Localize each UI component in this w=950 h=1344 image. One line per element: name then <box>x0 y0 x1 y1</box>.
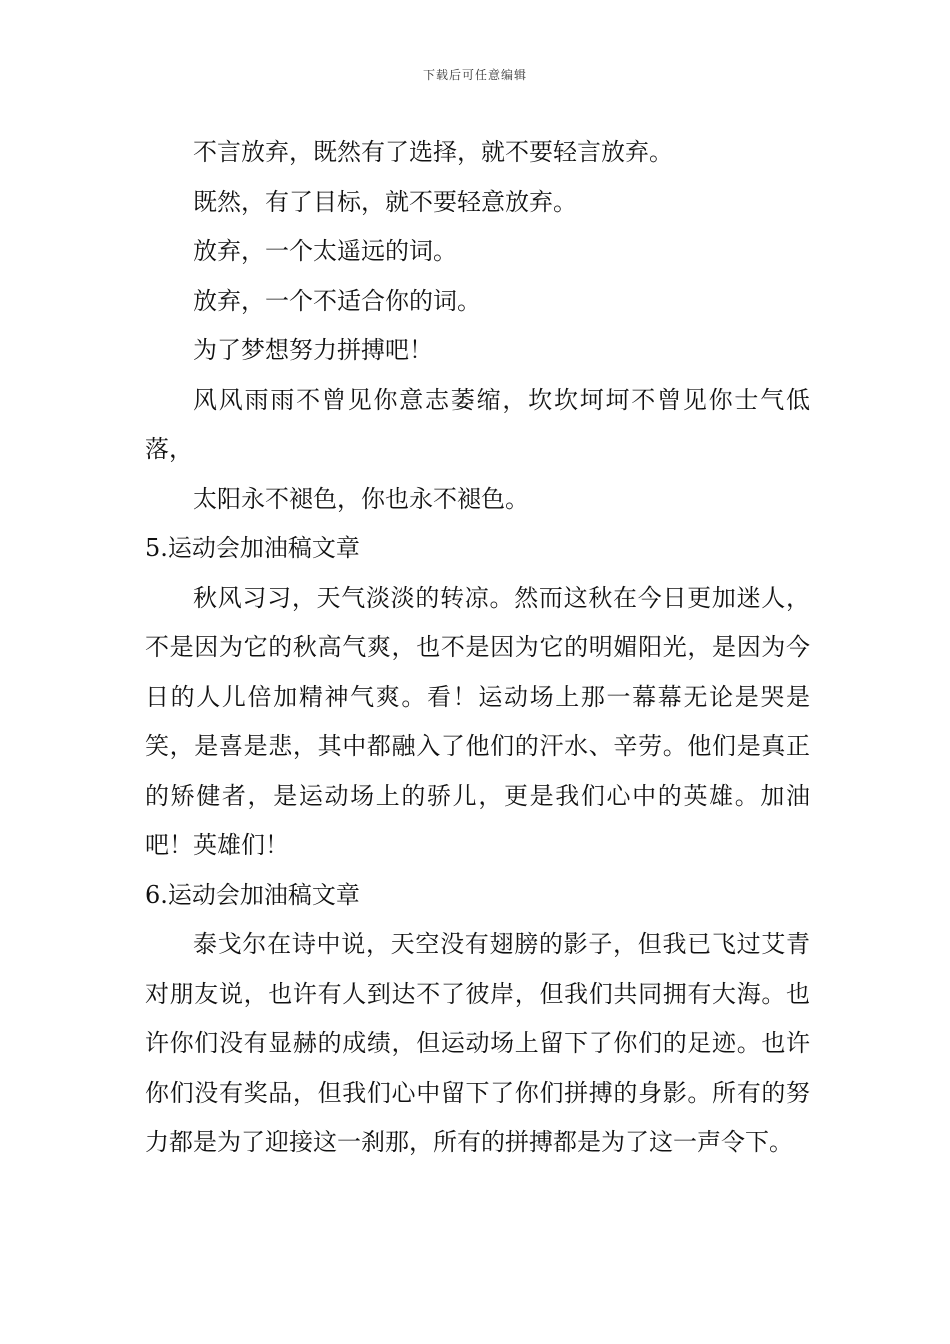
paragraph: 既然，有了目标，就不要轻意放弃。 <box>193 187 577 216</box>
paragraph: 泰戈尔在诗中说，天空没有翅膀的影子，但我已飞过艾青对朋友说，也许有人到达不了彼岸，但我们共同拥有大海。也许你们没有显赫的成绩，但运动场上留下了你们的足迹。也许你们没有奖品，但我们心中留下了你们拼搏的身影。所有的努力都是为了迎接这一刹那，所有的拼搏都是为了这一声令下。 <box>145 930 810 1156</box>
paragraph: 为了梦想努力拼搏吧！ <box>193 336 433 364</box>
paragraph: 秋风习习，天气淡淡的转凉。然而这秋在今日更加迷人，不是因为它的秋高气爽，也不是因为它的明媚阳光，是因为今日的人儿倍加精神气爽。看！运动场上那一幕幕无论是哭是笑，是喜是悲，其中都融入了他们的汗水、辛劳。他们是真正的矫健者，是运动场上的骄儿，更是我们心中的英雄。加油吧！英雄们！ <box>145 583 810 859</box>
paragraph: 风风雨雨不曾见你意志萎缩，坎坎坷坷不曾见你士气低落， <box>145 385 810 463</box>
document-body <box>145 128 810 1168</box>
section-heading: 6.运动会加油稿文章 <box>145 880 360 909</box>
section-heading: 5.运动会加油稿文章 <box>145 534 360 562</box>
paragraph: 放弃，一个太遥远的词。 <box>193 237 457 265</box>
page-header: 下载后可任意编辑 <box>422 68 527 82</box>
paragraph: 放弃，一个不适合你的词。 <box>193 286 481 315</box>
paragraph: 不言放弃，既然有了选择，就不要轻言放弃。 <box>193 138 673 166</box>
paragraph: 太阳永不褪色，你也永不褪色。 <box>193 484 529 513</box>
